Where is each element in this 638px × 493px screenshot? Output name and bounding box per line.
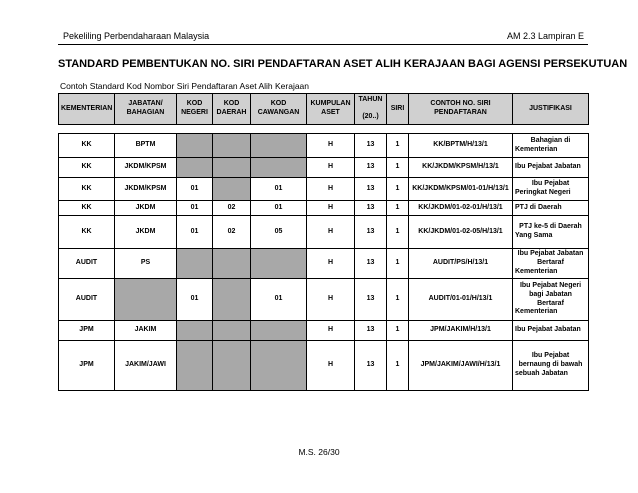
cell-contoh-no-siri: KK/BPTM/H/13/1 — [409, 134, 513, 158]
cell-contoh-no-siri: JPM/JAKIM/JAWI/H/13/1 — [409, 341, 513, 391]
cell-kod-daerah — [213, 249, 251, 279]
cell-jabatan: JKDM — [115, 216, 177, 249]
cell-kod-daerah: 02 — [213, 201, 251, 216]
cell-kementerian: JPM — [59, 341, 115, 391]
table-header-row — [59, 94, 589, 125]
table-row — [59, 134, 589, 158]
cell-justifikasi: Ibu Pejabat Jabatan — [513, 321, 589, 341]
cell-kod-cawangan — [251, 158, 307, 178]
cell-tahun: 13 — [355, 279, 387, 321]
table-row — [59, 341, 589, 391]
cell-jabatan — [115, 279, 177, 321]
cell-contoh-no-siri: KK/JKDM/KPSM/H/13/1 — [409, 158, 513, 178]
cell-kod-daerah — [213, 321, 251, 341]
cell-kementerian: KK — [59, 134, 115, 158]
cell-kod-daerah — [213, 158, 251, 178]
table-row — [59, 201, 589, 216]
cell-justifikasi: Ibu Pejabat Jabatan Bertaraf Kementerian — [513, 249, 589, 279]
cell-jabatan: JKDM/KPSM — [115, 178, 177, 201]
table-row — [59, 279, 589, 321]
cell-kod-cawangan: 01 — [251, 178, 307, 201]
cell-justifikasi: Ibu Pejabat Negeri bagi Jabatan Bertaraf Kementerian — [513, 279, 589, 321]
column-header-kod-cawangan: KOD CAWANGAN — [251, 94, 307, 125]
cell-tahun: 13 — [355, 321, 387, 341]
cell-kod-cawangan — [251, 321, 307, 341]
document-title: STANDARD PEMBENTUKAN NO. SIRI PENDAFTARAN ASET ALIH KERAJAAN BAGI AGENSI PERSEKUTUAN — [58, 58, 628, 70]
cell-siri: 1 — [387, 134, 409, 158]
cell-kod-cawangan: 01 — [251, 201, 307, 216]
cell-justifikasi: Ibu Pejabat Jabatan — [513, 158, 589, 178]
cell-jabatan: JKDM/KPSM — [115, 158, 177, 178]
cell-justifikasi: Ibu Pejabat bernaung di bawah sebuah Jabatan — [513, 341, 589, 391]
column-header-contoh: CONTOH NO. SIRI PENDAFTARAN — [409, 94, 513, 125]
column-header-kementerian: KEMENTERIAN — [59, 94, 115, 125]
cell-kementerian: KK — [59, 158, 115, 178]
table-row — [59, 249, 589, 279]
cell-kumpulan-aset: H — [307, 216, 355, 249]
cell-kementerian: KK — [59, 178, 115, 201]
cell-kementerian: AUDIT — [59, 249, 115, 279]
cell-contoh-no-siri: JPM/JAKIM/H/13/1 — [409, 321, 513, 341]
header-divider — [58, 44, 588, 45]
cell-siri: 1 — [387, 321, 409, 341]
cell-kod-daerah — [213, 178, 251, 201]
cell-kod-negeri: 01 — [177, 216, 213, 249]
cell-kumpulan-aset: H — [307, 201, 355, 216]
cell-contoh-no-siri: AUDIT/PS/H/13/1 — [409, 249, 513, 279]
cell-kod-negeri: 01 — [177, 178, 213, 201]
cell-kod-cawangan: 05 — [251, 216, 307, 249]
cell-contoh-no-siri: KK/JKDM/KPSM/01-01/H/13/1 — [409, 178, 513, 201]
cell-tahun: 13 — [355, 249, 387, 279]
cell-kumpulan-aset: H — [307, 134, 355, 158]
cell-siri: 1 — [387, 279, 409, 321]
cell-siri: 1 — [387, 216, 409, 249]
table-row — [59, 178, 589, 201]
table-row — [59, 216, 589, 249]
cell-siri: 1 — [387, 249, 409, 279]
table-row — [59, 321, 589, 341]
column-header-kod-daerah: KOD DAERAH — [213, 94, 251, 125]
column-header-tahun: TAHUN (20..) — [355, 94, 387, 125]
page-number: M.S. 26/30 — [298, 447, 340, 457]
table-spacer-row — [59, 125, 589, 134]
cell-kod-negeri — [177, 341, 213, 391]
cell-jabatan: BPTM — [115, 134, 177, 158]
cell-justifikasi: PTJ di Daerah — [513, 201, 589, 216]
cell-kod-negeri: 01 — [177, 279, 213, 321]
cell-contoh-no-siri: AUDIT/01-01/H/13/1 — [409, 279, 513, 321]
cell-tahun: 13 — [355, 216, 387, 249]
cell-kumpulan-aset: H — [307, 321, 355, 341]
cell-jabatan: JKDM — [115, 201, 177, 216]
header-left-text: Pekeliling Perbendaharaan Malaysia — [63, 31, 210, 41]
header-right-text: AM 2.3 Lampiran E — [506, 31, 584, 41]
cell-tahun: 13 — [355, 201, 387, 216]
cell-justifikasi: Ibu Pejabat Peringkat Negeri — [513, 178, 589, 201]
cell-siri: 1 — [387, 201, 409, 216]
cell-kod-negeri: 01 — [177, 201, 213, 216]
cell-kod-daerah: 02 — [213, 216, 251, 249]
cell-kementerian: JPM — [59, 321, 115, 341]
cell-justifikasi: PTJ ke-5 di Daerah Yang Sama — [513, 216, 589, 249]
column-header-kod-negeri: KOD NEGERI — [177, 94, 213, 125]
cell-kementerian: KK — [59, 201, 115, 216]
cell-kumpulan-aset: H — [307, 279, 355, 321]
cell-kod-negeri — [177, 158, 213, 178]
cell-siri: 1 — [387, 341, 409, 391]
serial-number-table — [58, 93, 589, 391]
cell-kod-daerah — [213, 279, 251, 321]
cell-kumpulan-aset: H — [307, 249, 355, 279]
cell-jabatan: JAKIM/JAWI — [115, 341, 177, 391]
column-header-kumpulan-aset: KUMPULAN ASET — [307, 94, 355, 125]
cell-jabatan: JAKIM — [115, 321, 177, 341]
cell-tahun: 13 — [355, 158, 387, 178]
cell-siri: 1 — [387, 158, 409, 178]
cell-kementerian: AUDIT — [59, 279, 115, 321]
cell-kumpulan-aset: H — [307, 341, 355, 391]
cell-kod-cawangan — [251, 341, 307, 391]
column-header-justifikasi: JUSTIFIKASI — [513, 94, 589, 125]
cell-kod-daerah — [213, 341, 251, 391]
column-header-siri: SIRI — [387, 94, 409, 125]
cell-jabatan: PS — [115, 249, 177, 279]
cell-contoh-no-siri: KK/JKDM/01-02-05/H/13/1 — [409, 216, 513, 249]
cell-kod-cawangan — [251, 134, 307, 158]
column-header-jabatan: JABATAN/ BAHAGIAN — [115, 94, 177, 125]
table-row — [59, 158, 589, 178]
cell-kod-cawangan — [251, 249, 307, 279]
cell-kod-cawangan: 01 — [251, 279, 307, 321]
cell-justifikasi: Bahagian di Kementerian — [513, 134, 589, 158]
cell-tahun: 13 — [355, 341, 387, 391]
cell-tahun: 13 — [355, 134, 387, 158]
document-subtitle: Contoh Standard Kod Nombor Siri Pendaftaran Aset Alih Kerajaan — [60, 81, 310, 91]
cell-kod-daerah — [213, 134, 251, 158]
cell-kementerian: KK — [59, 216, 115, 249]
cell-kod-negeri — [177, 321, 213, 341]
cell-contoh-no-siri: KK/JKDM/01-02-01/H/13/1 — [409, 201, 513, 216]
cell-kumpulan-aset: H — [307, 158, 355, 178]
cell-tahun: 13 — [355, 178, 387, 201]
cell-kod-negeri — [177, 249, 213, 279]
cell-kumpulan-aset: H — [307, 178, 355, 201]
cell-kod-negeri — [177, 134, 213, 158]
cell-siri: 1 — [387, 178, 409, 201]
